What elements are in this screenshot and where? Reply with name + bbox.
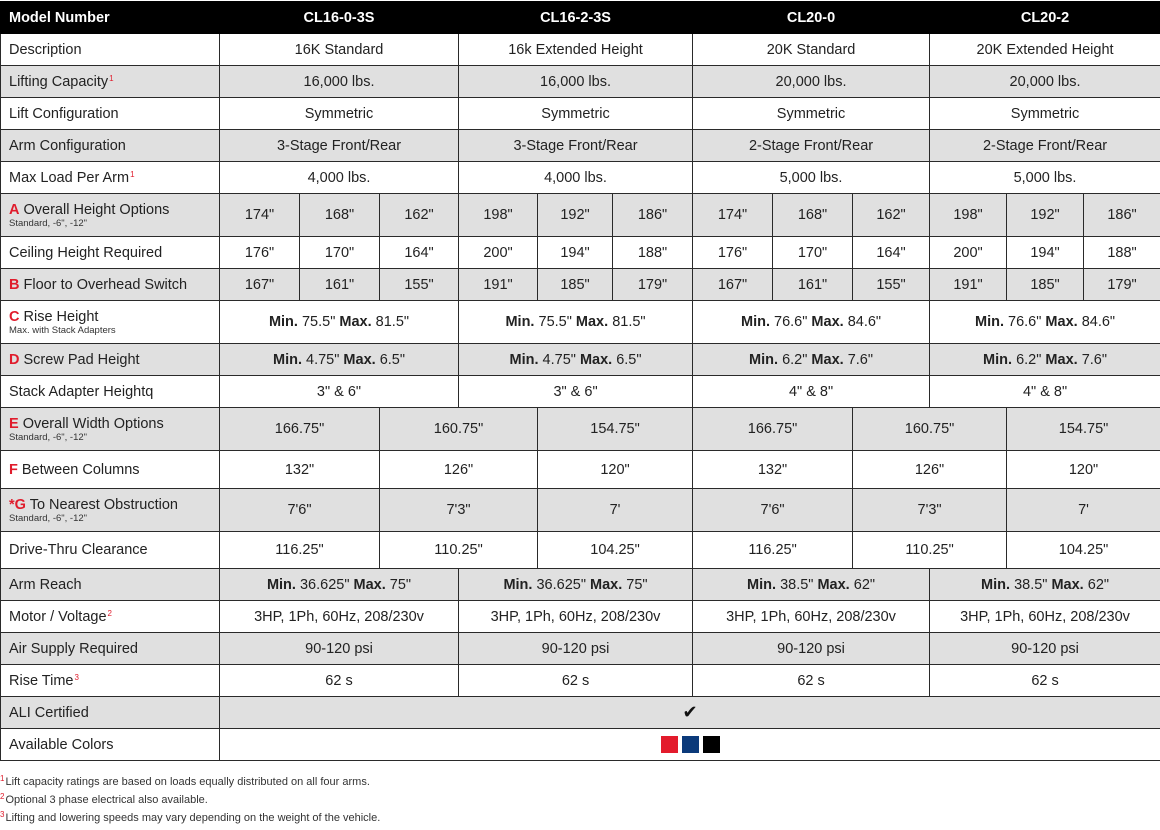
cell: 4" & 8"	[930, 376, 1160, 408]
row-letter: F	[9, 461, 18, 478]
row-stack-adapter-height	[1, 376, 1160, 408]
row-label: C Rise Height Max. with Stack Adapters	[1, 301, 220, 344]
cell: 7'	[538, 489, 693, 532]
row-label: B Floor to Overhead Switch	[1, 269, 220, 301]
cell: 188"	[1084, 237, 1160, 269]
spec-table	[0, 1, 1160, 761]
cell: 16,000 lbs.	[220, 66, 459, 98]
row-sublabel: Standard, -6", -12"	[9, 431, 88, 443]
row-label: Rise Time$^3$	[1, 665, 220, 697]
cell	[220, 729, 1160, 761]
cell: 161"	[300, 269, 380, 301]
footnote-3: $^3$Lifting and lowering speeds may vary depending on the weight of the vehicle.	[0, 810, 381, 824]
cell: Symmetric	[459, 98, 693, 130]
cell: 168"	[300, 194, 380, 237]
cell: 198"	[930, 194, 1007, 237]
header-row	[1, 2, 1160, 34]
row-screw-pad-height	[1, 344, 1160, 376]
cell: 20,000 lbs.	[693, 66, 930, 98]
row-ali-certified	[1, 697, 1160, 729]
cell: 110.25"	[853, 532, 1007, 569]
cell: 186"	[613, 194, 693, 237]
cell: 168"	[773, 194, 853, 237]
cell: 160.75"	[380, 408, 538, 451]
cell: Min. 36.625" Max. 75"	[459, 569, 693, 601]
row-max-load-per-arm	[1, 162, 1160, 194]
cell: 192"	[538, 194, 613, 237]
row-available-colors	[1, 729, 1160, 761]
row-letter: A	[9, 201, 20, 218]
row-label: *G To Nearest Obstruction Standard, -6", -12"	[1, 489, 220, 532]
cell: Min. 6.2" Max. 7.6"	[693, 344, 930, 376]
cell: 161"	[773, 269, 853, 301]
cell: 155"	[853, 269, 930, 301]
model-cl16-0-3s: CL16-0-3S	[220, 2, 459, 34]
cell: 179"	[613, 269, 693, 301]
cell: 166.75"	[220, 408, 380, 451]
cell: 120"	[1007, 451, 1160, 489]
cell: 7'	[1007, 489, 1160, 532]
cell: Symmetric	[930, 98, 1160, 130]
cell: 176"	[693, 237, 773, 269]
cell: 90-120 psi	[220, 633, 459, 665]
footnote-1: $^1$Lift capacity ratings are based on loads equally distributed on all four arms.	[0, 774, 370, 788]
footnote-mark: 1	[109, 73, 114, 83]
cell: 132"	[220, 451, 380, 489]
cell: 179"	[1084, 269, 1160, 301]
cell: 3-Stage Front/Rear	[220, 130, 459, 162]
row-label: Description	[1, 34, 220, 66]
cell: 167"	[220, 269, 300, 301]
cell: 20,000 lbs.	[930, 66, 1160, 98]
row-arm-reach	[1, 569, 1160, 601]
cell: 62 s	[930, 665, 1160, 697]
cell: 2-Stage Front/Rear	[930, 130, 1160, 162]
cell: 3HP, 1Ph, 60Hz, 208/230v	[459, 601, 693, 633]
row-letter: C	[9, 308, 20, 325]
cell: Symmetric	[220, 98, 459, 130]
cell: 186"	[1084, 194, 1160, 237]
cell: 110.25"	[380, 532, 538, 569]
row-label: Arm Configuration	[1, 130, 220, 162]
cell: 174"	[220, 194, 300, 237]
cell: 20K Standard	[693, 34, 930, 66]
row-overall-width	[1, 408, 1160, 451]
cell: Symmetric	[693, 98, 930, 130]
cell: 162"	[853, 194, 930, 237]
checkmark-icon: ✔	[682, 702, 698, 722]
cell: 7'6"	[693, 489, 853, 532]
cell: 16K Standard	[220, 34, 459, 66]
cell: 194"	[1007, 237, 1084, 269]
cell: 188"	[613, 237, 693, 269]
cell: 20K Extended Height	[930, 34, 1160, 66]
cell: 120"	[538, 451, 693, 489]
cell: Min. 76.6" Max. 84.6"	[930, 301, 1160, 344]
row-ceiling-height	[1, 237, 1160, 269]
cell: 4,000 lbs.	[459, 162, 693, 194]
footnote-mark: 2	[107, 608, 112, 618]
cell: 191"	[459, 269, 538, 301]
cell: 62 s	[220, 665, 459, 697]
row-label: Stack Adapter Heightq	[1, 376, 220, 408]
row-label: Lifting Capacity$^1$	[1, 66, 220, 98]
color-swatch-blue	[682, 736, 699, 753]
row-label: Motor / Voltage$^2$	[1, 601, 220, 633]
cell: 154.75"	[1007, 408, 1160, 451]
cell: 192"	[1007, 194, 1084, 237]
cell: 166.75"	[693, 408, 853, 451]
row-label: D Screw Pad Height	[1, 344, 220, 376]
row-label: ALI Certified	[1, 697, 220, 729]
cell: 104.25"	[538, 532, 693, 569]
cell: 132"	[693, 451, 853, 489]
row-rise-height	[1, 301, 1160, 344]
cell: 200"	[459, 237, 538, 269]
cell: 7'3"	[380, 489, 538, 532]
row-sublabel: Standard, -6", -12"	[9, 512, 88, 524]
cell: Min. 38.5" Max. 62"	[693, 569, 930, 601]
model-cl20-2: CL20-2	[930, 2, 1160, 34]
cell: 116.25"	[220, 532, 380, 569]
cell: 104.25"	[1007, 532, 1160, 569]
row-letter: B	[9, 276, 20, 293]
cell: 3" & 6"	[459, 376, 693, 408]
cell: Min. 75.5" Max. 81.5"	[459, 301, 693, 344]
cell: 185"	[1007, 269, 1084, 301]
row-arm-configuration	[1, 130, 1160, 162]
cell: 62 s	[693, 665, 930, 697]
cell: Min. 75.5" Max. 81.5"	[220, 301, 459, 344]
cell: 198"	[459, 194, 538, 237]
row-label: Ceiling Height Required	[1, 237, 220, 269]
cell: 3HP, 1Ph, 60Hz, 208/230v	[220, 601, 459, 633]
cell: Min. 36.625" Max. 75"	[220, 569, 459, 601]
footnote-2: $^2$Optional 3 phase electrical also available.	[0, 792, 208, 806]
cell: 170"	[300, 237, 380, 269]
cell: Min. 38.5" Max. 62"	[930, 569, 1160, 601]
row-air-supply	[1, 633, 1160, 665]
cell: 194"	[538, 237, 613, 269]
row-label: Arm Reach	[1, 569, 220, 601]
row-overall-height	[1, 194, 1160, 237]
cell: 155"	[380, 269, 459, 301]
row-sublabel: Standard, -6", -12"	[9, 217, 88, 229]
cell: 160.75"	[853, 408, 1007, 451]
row-letter: D	[9, 351, 20, 368]
cell: 16k Extended Height	[459, 34, 693, 66]
color-swatch-red	[661, 736, 678, 753]
cell: 16,000 lbs.	[459, 66, 693, 98]
cell: 164"	[853, 237, 930, 269]
cell: 5,000 lbs.	[930, 162, 1160, 194]
row-label: Available Colors	[1, 729, 220, 761]
cell: 2-Stage Front/Rear	[693, 130, 930, 162]
row-label: A Overall Height Options Standard, -6", -12"	[1, 194, 220, 237]
cell: 174"	[693, 194, 773, 237]
cell: 170"	[773, 237, 853, 269]
cell: Min. 4.75" Max. 6.5"	[459, 344, 693, 376]
cell: 185"	[538, 269, 613, 301]
cell: 4" & 8"	[693, 376, 930, 408]
cell: 3-Stage Front/Rear	[459, 130, 693, 162]
row-letter: E	[9, 415, 19, 432]
cell: 62 s	[459, 665, 693, 697]
row-lift-configuration	[1, 98, 1160, 130]
row-nearest-obstruction	[1, 489, 1160, 532]
cell: 5,000 lbs.	[693, 162, 930, 194]
cell: 191"	[930, 269, 1007, 301]
model-cl20-0: CL20-0	[693, 2, 930, 34]
cell: Min. 4.75" Max. 6.5"	[220, 344, 459, 376]
cell: Min. 76.6" Max. 84.6"	[693, 301, 930, 344]
row-floor-to-switch	[1, 269, 1160, 301]
row-lifting-capacity	[1, 66, 1160, 98]
cell: 154.75"	[538, 408, 693, 451]
cell: 3" & 6"	[220, 376, 459, 408]
header-label: Model Number	[1, 2, 220, 34]
cell: 3HP, 1Ph, 60Hz, 208/230v	[693, 601, 930, 633]
row-label: Drive-Thru Clearance	[1, 532, 220, 569]
row-between-columns	[1, 451, 1160, 489]
cell: Min. 6.2" Max. 7.6"	[930, 344, 1160, 376]
color-swatch-black	[703, 736, 720, 753]
cell: 7'3"	[853, 489, 1007, 532]
cell: 116.25"	[693, 532, 853, 569]
row-letter: *G	[9, 496, 26, 513]
row-drive-thru	[1, 532, 1160, 569]
cell: 164"	[380, 237, 459, 269]
row-label: Max Load Per Arm$^1$	[1, 162, 220, 194]
row-label: F Between Columns	[1, 451, 220, 489]
cell: 90-120 psi	[693, 633, 930, 665]
row-motor-voltage	[1, 601, 1160, 633]
cell: 7'6"	[220, 489, 380, 532]
row-label: E Overall Width Options Standard, -6", -12"	[1, 408, 220, 451]
cell: 200"	[930, 237, 1007, 269]
cell: 90-120 psi	[930, 633, 1160, 665]
cell: 126"	[853, 451, 1007, 489]
cell: 90-120 psi	[459, 633, 693, 665]
footnote-mark: 3	[74, 672, 79, 682]
row-label: Lift Configuration	[1, 98, 220, 130]
footnote-mark: 1	[130, 169, 135, 179]
cell: 126"	[380, 451, 538, 489]
row-sublabel: Max. with Stack Adapters	[9, 324, 116, 336]
cell: 3HP, 1Ph, 60Hz, 208/230v	[930, 601, 1160, 633]
row-rise-time	[1, 665, 1160, 697]
cell: 167"	[693, 269, 773, 301]
cell	[220, 697, 1160, 729]
model-cl16-2-3s: CL16-2-3S	[459, 2, 693, 34]
cell: 176"	[220, 237, 300, 269]
row-description	[1, 34, 1160, 66]
row-label: Air Supply Required	[1, 633, 220, 665]
cell: 162"	[380, 194, 459, 237]
cell: 4,000 lbs.	[220, 162, 459, 194]
